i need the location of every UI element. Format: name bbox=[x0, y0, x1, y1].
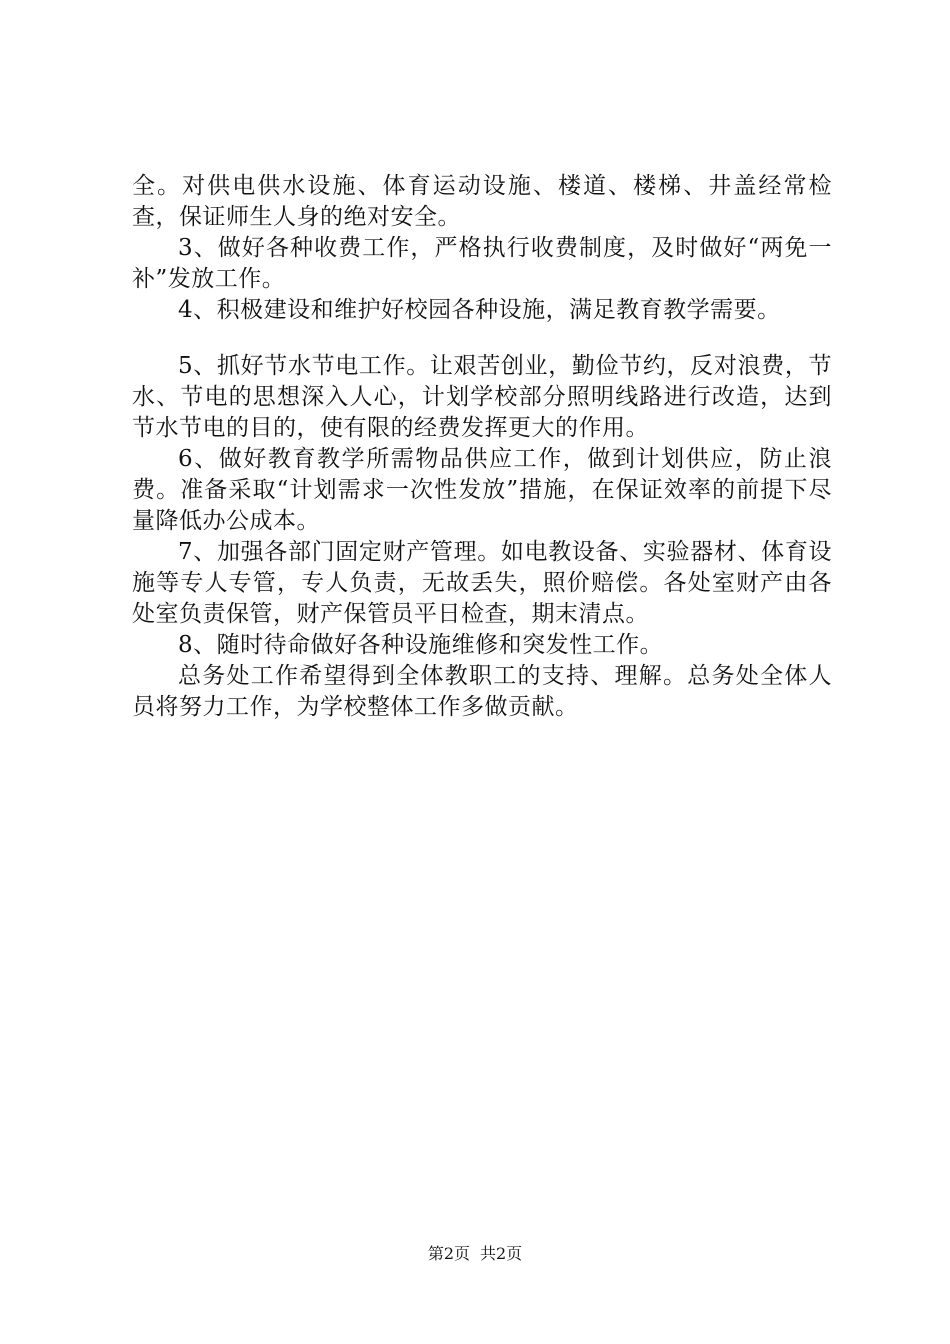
paragraph-closing: 总务处工作希望得到全体教职工的支持、理解。总务处全体人员将努力工作，为学校整体工作多做贡献。 bbox=[132, 663, 832, 720]
paragraph-item-8: 8、随时待命做好各种设施维修和突发性工作。 bbox=[178, 632, 664, 658]
page-footer bbox=[0, 1244, 950, 1264]
page-number: 第2页 bbox=[427, 1244, 470, 1263]
paragraph-item-7: 7、加强各部门固定财产管理。如电教设备、实验器材、体育设施等专人专管，专人负责，无故丢失，照价赔偿。各处室财产由各处室负责保管，财产保管员平日检查，期末清点。 bbox=[132, 539, 832, 627]
paragraph-item-6: 6、做好教育教学所需物品供应工作，做到计划供应，防止浪费。准备采取“计划需求一次性发放”措施，在保证效率的前提下尽量降低办公成本。 bbox=[132, 446, 832, 534]
paragraph-item-4: 4、积极建设和维护好校园各种设施，满足教育教学需要。 bbox=[178, 297, 781, 323]
paragraph-item-5: 5、抓好节水节电工作。让艰苦创业，勤俭节约，反对浪费，节水、节电的思想深入人心，计划学校部分照明线路进行改造，达到节水节电的目的，使有限的经费发挥更大的作用。 bbox=[132, 353, 832, 441]
paragraph-item-3: 3、做好各种收费工作，严格执行收费制度，及时做好“两免一补”发放工作。 bbox=[132, 235, 832, 292]
paragraph-safety-continued: 全。对供电供水设施、体育运动设施、楼道、楼梯、井盖经常检查，保证师生人身的绝对安全。 bbox=[132, 173, 832, 230]
page-total: 共2页 bbox=[480, 1244, 523, 1263]
document-body bbox=[132, 171, 832, 723]
